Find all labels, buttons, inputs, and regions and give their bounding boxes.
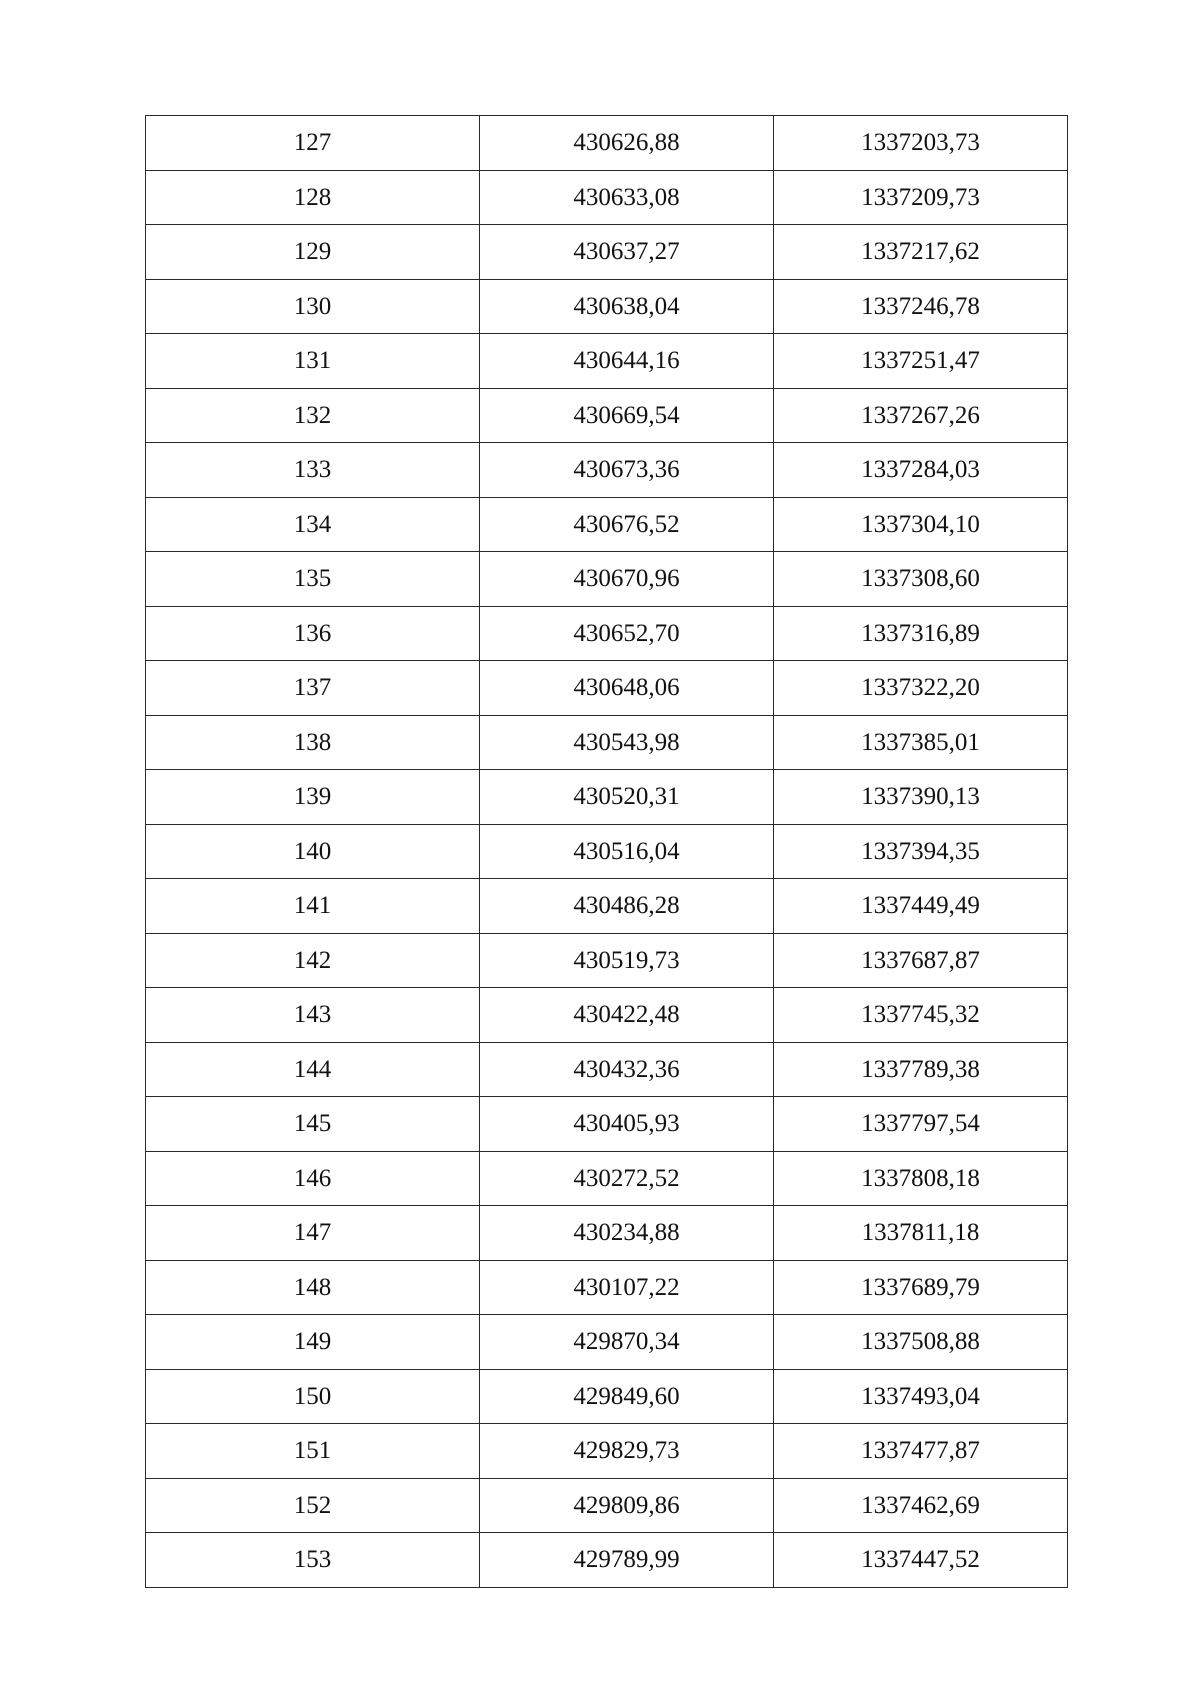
table-row	[146, 116, 1068, 171]
table-row	[146, 1315, 1068, 1370]
y-coordinate-cell: 1337322,20	[774, 661, 1068, 716]
coordinates-table	[145, 115, 1068, 1588]
point-number-cell: 153	[146, 1533, 480, 1588]
y-coordinate-cell: 1337687,87	[774, 933, 1068, 988]
table-row	[146, 715, 1068, 770]
point-number-cell: 151	[146, 1424, 480, 1479]
point-number-cell: 136	[146, 606, 480, 661]
table-row	[146, 988, 1068, 1043]
point-number-cell: 137	[146, 661, 480, 716]
table-row	[146, 1369, 1068, 1424]
table-row	[146, 1533, 1068, 1588]
point-number-cell: 135	[146, 552, 480, 607]
x-coordinate-cell: 430673,36	[480, 443, 774, 498]
x-coordinate-cell: 430676,52	[480, 497, 774, 552]
point-number-cell: 142	[146, 933, 480, 988]
x-coordinate-cell: 430543,98	[480, 715, 774, 770]
table-row	[146, 661, 1068, 716]
point-number-cell: 132	[146, 388, 480, 443]
y-coordinate-cell: 1337267,26	[774, 388, 1068, 443]
table-row	[146, 1478, 1068, 1533]
point-number-cell: 145	[146, 1097, 480, 1152]
y-coordinate-cell: 1337304,10	[774, 497, 1068, 552]
table-row	[146, 824, 1068, 879]
x-coordinate-cell: 429829,73	[480, 1424, 774, 1479]
y-coordinate-cell: 1337449,49	[774, 879, 1068, 934]
y-coordinate-cell: 1337209,73	[774, 170, 1068, 225]
point-number-cell: 146	[146, 1151, 480, 1206]
point-number-cell: 140	[146, 824, 480, 879]
y-coordinate-cell: 1337390,13	[774, 770, 1068, 825]
point-number-cell: 147	[146, 1206, 480, 1261]
x-coordinate-cell: 430644,16	[480, 334, 774, 389]
y-coordinate-cell: 1337745,32	[774, 988, 1068, 1043]
y-coordinate-cell: 1337447,52	[774, 1533, 1068, 1588]
table-row	[146, 1151, 1068, 1206]
point-number-cell: 134	[146, 497, 480, 552]
y-coordinate-cell: 1337689,79	[774, 1260, 1068, 1315]
table-row	[146, 225, 1068, 280]
x-coordinate-cell: 430520,31	[480, 770, 774, 825]
x-coordinate-cell: 430519,73	[480, 933, 774, 988]
x-coordinate-cell: 429849,60	[480, 1369, 774, 1424]
y-coordinate-cell: 1337477,87	[774, 1424, 1068, 1479]
point-number-cell: 144	[146, 1042, 480, 1097]
point-number-cell: 133	[146, 443, 480, 498]
x-coordinate-cell: 430486,28	[480, 879, 774, 934]
x-coordinate-cell: 429789,99	[480, 1533, 774, 1588]
y-coordinate-cell: 1337508,88	[774, 1315, 1068, 1370]
point-number-cell: 131	[146, 334, 480, 389]
table-row	[146, 770, 1068, 825]
x-coordinate-cell: 430234,88	[480, 1206, 774, 1261]
x-coordinate-cell: 430422,48	[480, 988, 774, 1043]
coordinates-table-body	[146, 116, 1068, 1588]
y-coordinate-cell: 1337316,89	[774, 606, 1068, 661]
x-coordinate-cell: 430669,54	[480, 388, 774, 443]
point-number-cell: 128	[146, 170, 480, 225]
point-number-cell: 141	[146, 879, 480, 934]
point-number-cell: 149	[146, 1315, 480, 1370]
x-coordinate-cell: 430670,96	[480, 552, 774, 607]
x-coordinate-cell: 430516,04	[480, 824, 774, 879]
x-coordinate-cell: 430107,22	[480, 1260, 774, 1315]
table-row	[146, 497, 1068, 552]
y-coordinate-cell: 1337808,18	[774, 1151, 1068, 1206]
point-number-cell: 130	[146, 279, 480, 334]
x-coordinate-cell: 430405,93	[480, 1097, 774, 1152]
x-coordinate-cell: 430652,70	[480, 606, 774, 661]
table-row	[146, 1260, 1068, 1315]
x-coordinate-cell: 430637,27	[480, 225, 774, 280]
y-coordinate-cell: 1337462,69	[774, 1478, 1068, 1533]
table-row	[146, 1097, 1068, 1152]
table-row	[146, 443, 1068, 498]
y-coordinate-cell: 1337203,73	[774, 116, 1068, 171]
y-coordinate-cell: 1337246,78	[774, 279, 1068, 334]
y-coordinate-cell: 1337284,03	[774, 443, 1068, 498]
table-row	[146, 933, 1068, 988]
table-row	[146, 388, 1068, 443]
point-number-cell: 138	[146, 715, 480, 770]
y-coordinate-cell: 1337789,38	[774, 1042, 1068, 1097]
point-number-cell: 148	[146, 1260, 480, 1315]
point-number-cell: 152	[146, 1478, 480, 1533]
y-coordinate-cell: 1337251,47	[774, 334, 1068, 389]
point-number-cell: 139	[146, 770, 480, 825]
table-row	[146, 606, 1068, 661]
point-number-cell: 150	[146, 1369, 480, 1424]
y-coordinate-cell: 1337217,62	[774, 225, 1068, 280]
x-coordinate-cell: 430272,52	[480, 1151, 774, 1206]
point-number-cell: 143	[146, 988, 480, 1043]
table-row	[146, 1042, 1068, 1097]
y-coordinate-cell: 1337493,04	[774, 1369, 1068, 1424]
y-coordinate-cell: 1337385,01	[774, 715, 1068, 770]
table-row	[146, 334, 1068, 389]
point-number-cell: 129	[146, 225, 480, 280]
table-row	[146, 170, 1068, 225]
x-coordinate-cell: 430626,88	[480, 116, 774, 171]
y-coordinate-cell: 1337394,35	[774, 824, 1068, 879]
x-coordinate-cell: 429809,86	[480, 1478, 774, 1533]
table-row	[146, 1424, 1068, 1479]
y-coordinate-cell: 1337308,60	[774, 552, 1068, 607]
table-row	[146, 552, 1068, 607]
point-number-cell: 127	[146, 116, 480, 171]
x-coordinate-cell: 430633,08	[480, 170, 774, 225]
y-coordinate-cell: 1337811,18	[774, 1206, 1068, 1261]
table-row	[146, 879, 1068, 934]
y-coordinate-cell: 1337797,54	[774, 1097, 1068, 1152]
table-row	[146, 1206, 1068, 1261]
table-row	[146, 279, 1068, 334]
x-coordinate-cell: 429870,34	[480, 1315, 774, 1370]
x-coordinate-cell: 430432,36	[480, 1042, 774, 1097]
x-coordinate-cell: 430638,04	[480, 279, 774, 334]
x-coordinate-cell: 430648,06	[480, 661, 774, 716]
